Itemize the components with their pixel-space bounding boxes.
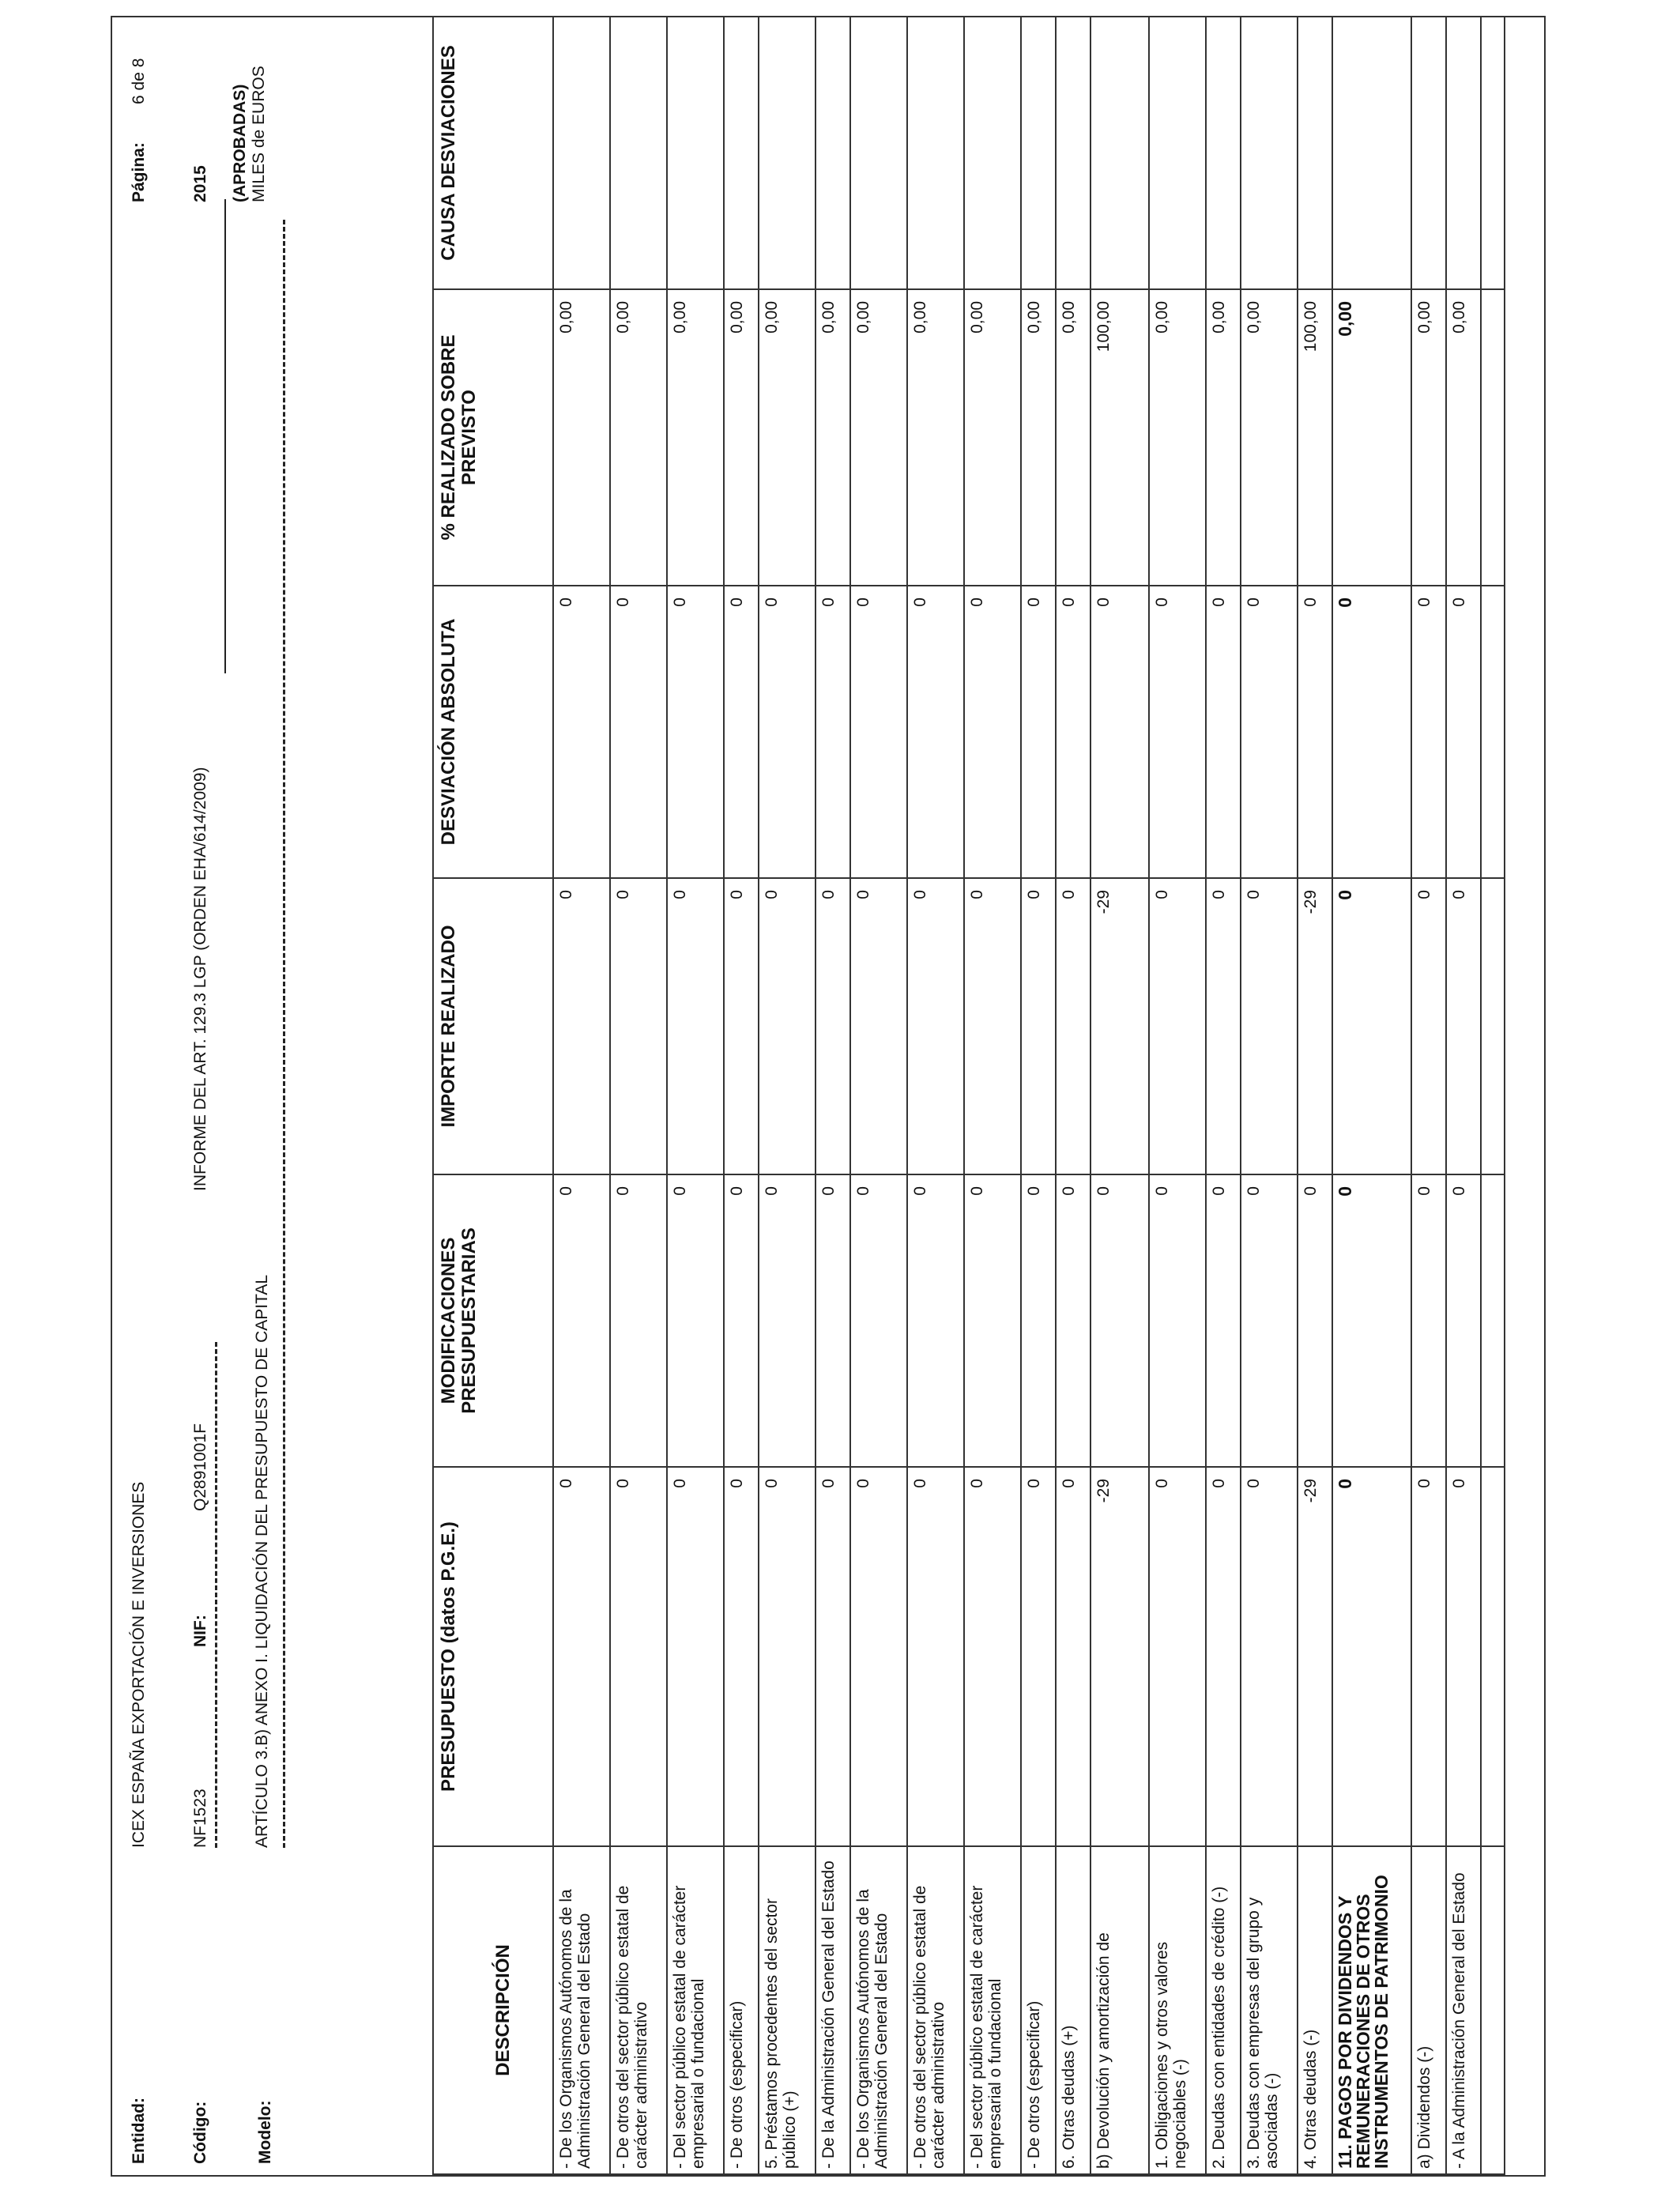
col-header-presupuesto: PRESUPUESTO (datos P.G.E.) — [433, 1467, 553, 1846]
row-descripcion: a) Dividendos (-) — [1411, 1846, 1446, 2174]
row-causa — [1056, 17, 1090, 289]
row-causa — [1090, 17, 1149, 289]
row-desviacion: 0 — [850, 586, 907, 878]
status-label: (APROBADAS) — [231, 84, 249, 202]
row-importe: 0 — [759, 878, 816, 1174]
table-row — [1090, 17, 1149, 2174]
row-porcentaje: 0,00 — [907, 289, 964, 586]
row-descripcion: - Del sector público estatal de carácter empresarial o fundacional — [964, 1846, 1021, 2174]
col-header-descripcion: DESCRIPCIÓN — [433, 1846, 553, 2174]
table-row — [1411, 17, 1446, 2174]
row-porcentaje: 0,00 — [1332, 289, 1411, 586]
row-modificaciones: 0 — [850, 1174, 907, 1467]
row-presupuesto: 0 — [1446, 1467, 1481, 1846]
pagina-label: Página: — [130, 142, 148, 202]
row-presupuesto: 0 — [553, 1467, 610, 1846]
row-desviacion: 0 — [724, 586, 759, 878]
row-importe: 0 — [724, 878, 759, 1174]
row-presupuesto: -29 — [1090, 1467, 1149, 1846]
row-importe: 0 — [610, 878, 667, 1174]
row-causa — [1206, 17, 1241, 289]
table-row — [1149, 17, 1206, 2174]
modelo-value: ARTÍCULO 3.B) ANEXO I. LIQUIDACIÓN DEL PRESUPUESTO DE CAPITAL — [253, 1274, 271, 1848]
liquidacion-table — [432, 16, 1505, 2175]
codigo-value: NF1523 — [191, 1789, 209, 1848]
row-causa — [1411, 17, 1446, 289]
row-descripcion: 6. Otras deudas (+) — [1056, 1846, 1090, 2174]
table-row — [1056, 17, 1090, 2174]
row-descripcion: 3. Deudas con empresas del grupo y asociadas (-) — [1241, 1846, 1298, 2174]
col-header-causa: CAUSA DESVIACIONES — [433, 17, 553, 289]
row-modificaciones: 0 — [907, 1174, 964, 1467]
row-causa — [850, 17, 907, 289]
row-presupuesto: 0 — [850, 1467, 907, 1846]
filler-cell — [1481, 586, 1505, 878]
row-importe: 0 — [1021, 878, 1056, 1174]
informe-title: INFORME DEL ART. 129.3 LGP (ORDEN EHA/614/2009) — [191, 767, 209, 1191]
row-modificaciones: 0 — [1298, 1174, 1332, 1467]
row-presupuesto: 0 — [1021, 1467, 1056, 1846]
row-modificaciones: 0 — [759, 1174, 816, 1467]
row-importe: 0 — [667, 878, 724, 1174]
row-descripcion: 2. Deudas con entidades de crédito (-) — [1206, 1846, 1241, 2174]
row-porcentaje: 0,00 — [850, 289, 907, 586]
row-importe: 0 — [1446, 878, 1481, 1174]
row-modificaciones: 0 — [1446, 1174, 1481, 1467]
row-causa — [964, 17, 1021, 289]
row-presupuesto: 0 — [964, 1467, 1021, 1846]
codigo-label: Código: — [191, 2101, 209, 2164]
row-descripcion: - A la Administración General del Estado — [1446, 1846, 1481, 2174]
row-presupuesto: 0 — [1332, 1467, 1411, 1846]
row-porcentaje: 0,00 — [1411, 289, 1446, 586]
row-presupuesto: 0 — [759, 1467, 816, 1846]
table-row — [907, 17, 964, 2174]
row-descripcion: - De otros (especificar) — [724, 1846, 759, 2174]
row-causa — [610, 17, 667, 289]
row-presupuesto: 0 — [816, 1467, 850, 1846]
modelo-label: Modelo: — [256, 2100, 274, 2164]
row-porcentaje: 100,00 — [1090, 289, 1149, 586]
filler-cell — [1481, 1846, 1505, 2174]
row-desviacion: 0 — [1021, 586, 1056, 878]
row-porcentaje: 0,00 — [759, 289, 816, 586]
row-presupuesto: 0 — [724, 1467, 759, 1846]
table-row — [1021, 17, 1056, 2174]
row-causa — [1021, 17, 1056, 289]
row-presupuesto: 0 — [1206, 1467, 1241, 1846]
entidad-value: ICEX ESPAÑA EXPORTACIÓN E INVERSIONES — [130, 1481, 148, 1848]
row-porcentaje: 100,00 — [1298, 289, 1332, 586]
table-row — [964, 17, 1021, 2174]
row-desviacion: 0 — [610, 586, 667, 878]
row-desviacion: 0 — [553, 586, 610, 878]
row-importe: 0 — [1149, 878, 1206, 1174]
row-porcentaje: 0,00 — [964, 289, 1021, 586]
row-modificaciones: 0 — [1021, 1174, 1056, 1467]
row-importe: 0 — [907, 878, 964, 1174]
row-desviacion: 0 — [964, 586, 1021, 878]
row-importe: -29 — [1090, 878, 1149, 1174]
informe-underline — [224, 199, 226, 673]
table-row — [610, 17, 667, 2174]
row-modificaciones: 0 — [553, 1174, 610, 1467]
row-modificaciones: 0 — [1411, 1174, 1446, 1467]
row-desviacion: 0 — [667, 586, 724, 878]
row-causa — [1446, 17, 1481, 289]
units-label: MILES de EUROS — [250, 66, 268, 202]
row-presupuesto: 0 — [610, 1467, 667, 1846]
row-presupuesto: 0 — [1149, 1467, 1206, 1846]
row-porcentaje: 0,00 — [816, 289, 850, 586]
report-frame — [111, 16, 1546, 2177]
row-desviacion: 0 — [907, 586, 964, 878]
row-causa — [667, 17, 724, 289]
row-importe: -29 — [1298, 878, 1332, 1174]
col-header-modificaciones: MODIFICACIONES PRESUPUESTARIAS — [433, 1174, 553, 1467]
row-desviacion: 0 — [1446, 586, 1481, 878]
row-causa — [907, 17, 964, 289]
row-descripcion: - De otros del sector público estatal de carácter administrativo — [907, 1846, 964, 2174]
row-descripcion: 4. Otras deudas (-) — [1298, 1846, 1332, 2174]
row-presupuesto: 0 — [907, 1467, 964, 1846]
row-desviacion: 0 — [816, 586, 850, 878]
filler-row — [1481, 17, 1505, 2174]
row-desviacion: 0 — [1298, 586, 1332, 878]
row-importe: 0 — [1241, 878, 1298, 1174]
row-causa — [1241, 17, 1298, 289]
row-causa — [724, 17, 759, 289]
row-descripcion: b) Devolución y amortización de — [1090, 1846, 1149, 2174]
row-descripcion: 11. PAGOS POR DIVIDENDOS Y REMUNERACIONES DE OTROS INSTRUMENTOS DE PATRIMONIO — [1332, 1846, 1411, 2174]
row-porcentaje: 0,00 — [1241, 289, 1298, 586]
table-row — [1446, 17, 1481, 2174]
row-importe: 0 — [553, 878, 610, 1174]
table-row — [1206, 17, 1241, 2174]
table-row — [553, 17, 610, 2174]
table-row — [724, 17, 759, 2174]
row-descripcion: 5. Préstamos procedentes del sector público (+) — [759, 1846, 816, 2174]
row-descripcion: - Del sector público estatal de carácter empresarial o fundacional — [667, 1846, 724, 2174]
row-porcentaje: 0,00 — [667, 289, 724, 586]
row-modificaciones: 0 — [610, 1174, 667, 1467]
table-body — [553, 17, 1505, 2174]
row-modificaciones: 0 — [1090, 1174, 1149, 1467]
row-modificaciones: 0 — [1056, 1174, 1090, 1467]
row-desviacion: 0 — [1241, 586, 1298, 878]
col-header-importe: IMPORTE REALIZADO — [433, 878, 553, 1174]
filler-cell — [1481, 878, 1505, 1174]
row-descripcion: - De otros del sector público estatal de carácter administrativo — [610, 1846, 667, 2174]
entidad-label: Entidad: — [130, 2098, 148, 2164]
row-causa — [1149, 17, 1206, 289]
row-modificaciones: 0 — [964, 1174, 1021, 1467]
row-modificaciones: 0 — [1206, 1174, 1241, 1467]
row-porcentaje: 0,00 — [724, 289, 759, 586]
row-presupuesto: 0 — [667, 1467, 724, 1846]
row-desviacion: 0 — [1149, 586, 1206, 878]
row-descripcion: - De la Administración General del Estado — [816, 1846, 850, 2174]
table-row — [816, 17, 850, 2174]
row-modificaciones: 0 — [1332, 1174, 1411, 1467]
row-desviacion: 0 — [759, 586, 816, 878]
row-presupuesto: -29 — [1298, 1467, 1332, 1846]
col-header-porcentaje: % REALIZADO SOBRE PREVISTO — [433, 289, 553, 586]
row-modificaciones: 0 — [724, 1174, 759, 1467]
codigo-underline — [215, 1342, 217, 1848]
table-row — [667, 17, 724, 2174]
row-descripcion: 1. Obligaciones y otros valores negociables (-) — [1149, 1846, 1206, 2174]
row-porcentaje: 0,00 — [610, 289, 667, 586]
row-importe: 0 — [1206, 878, 1241, 1174]
row-porcentaje: 0,00 — [1056, 289, 1090, 586]
row-importe: 0 — [1332, 878, 1411, 1174]
row-modificaciones: 0 — [1241, 1174, 1298, 1467]
row-porcentaje: 0,00 — [1149, 289, 1206, 586]
row-porcentaje: 0,00 — [1206, 289, 1241, 586]
row-descripcion: - De otros (especificar) — [1021, 1846, 1056, 2174]
table-row — [1241, 17, 1298, 2174]
filler-cell — [1481, 1174, 1505, 1467]
modelo-underline — [283, 220, 285, 1848]
row-porcentaje: 0,00 — [553, 289, 610, 586]
filler-cell — [1481, 1467, 1505, 1846]
filler-cell — [1481, 289, 1505, 586]
row-presupuesto: 0 — [1056, 1467, 1090, 1846]
row-desviacion: 0 — [1332, 586, 1411, 878]
row-desviacion: 0 — [1206, 586, 1241, 878]
pagina-value: 6 de 8 — [130, 58, 148, 104]
row-porcentaje: 0,00 — [1021, 289, 1056, 586]
row-desviacion: 0 — [1056, 586, 1090, 878]
row-causa — [1298, 17, 1332, 289]
year-label: 2015 — [191, 165, 209, 202]
row-importe: 0 — [964, 878, 1021, 1174]
row-descripcion: - De los Organismos Autónomos de la Administración General del Estado — [850, 1846, 907, 2174]
row-importe: 0 — [850, 878, 907, 1174]
table-header-row — [433, 17, 553, 2174]
row-presupuesto: 0 — [1241, 1467, 1298, 1846]
row-causa — [1332, 17, 1411, 289]
nif-label: NIF: — [191, 1615, 209, 1647]
row-presupuesto: 0 — [1411, 1467, 1446, 1846]
table-row — [759, 17, 816, 2174]
table-row — [1332, 17, 1411, 2174]
row-causa — [816, 17, 850, 289]
row-porcentaje: 0,00 — [1446, 289, 1481, 586]
table-row — [850, 17, 907, 2174]
row-importe: 0 — [1056, 878, 1090, 1174]
filler-cell — [1481, 17, 1505, 289]
row-modificaciones: 0 — [1149, 1174, 1206, 1467]
row-causa — [759, 17, 816, 289]
row-importe: 0 — [1411, 878, 1446, 1174]
row-importe: 0 — [816, 878, 850, 1174]
row-desviacion: 0 — [1090, 586, 1149, 878]
row-causa — [553, 17, 610, 289]
row-modificaciones: 0 — [816, 1174, 850, 1467]
row-descripcion: - De los Organismos Autónomos de la Administración General del Estado — [553, 1846, 610, 2174]
table-row — [1298, 17, 1332, 2174]
row-desviacion: 0 — [1411, 586, 1446, 878]
col-header-desviacion: DESVIACIÓN ABSOLUTA — [433, 586, 553, 878]
row-modificaciones: 0 — [667, 1174, 724, 1467]
nif-value: Q2891001F — [191, 1423, 209, 1511]
